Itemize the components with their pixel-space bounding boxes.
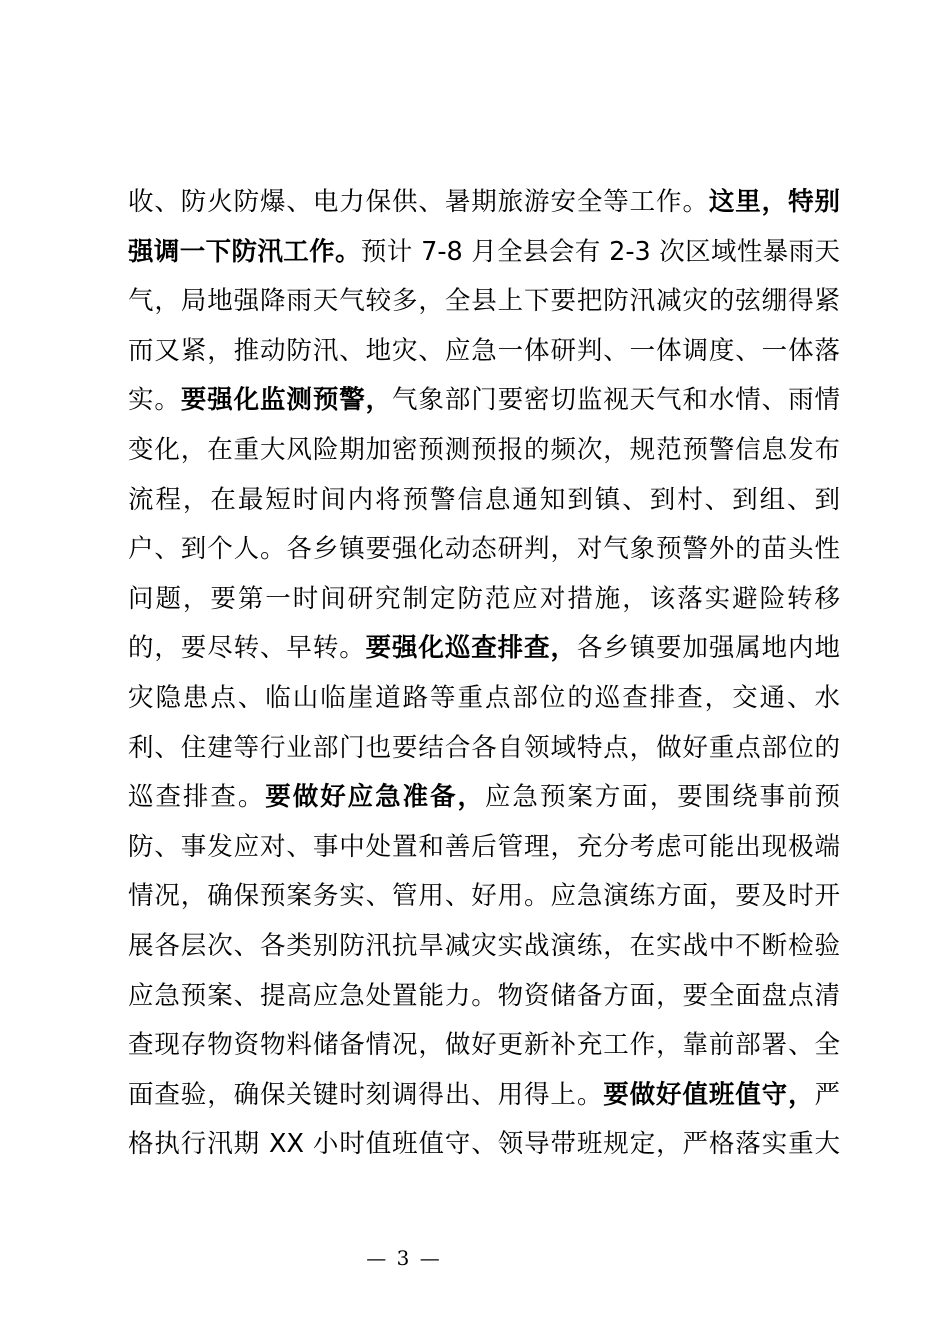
text-segment: 查现存物资物料储备情况，做好更新补充工作，靠前部署、全 <box>128 1030 840 1061</box>
bold-text: 要做好值班值守， <box>603 1079 815 1110</box>
text-line <box>128 972 840 1022</box>
text-line <box>128 525 840 575</box>
text-segment: 应急预案方面，要围绕事前预 <box>484 782 840 813</box>
text-segment: 巡查排查。 <box>128 782 266 813</box>
text-segment: 变化，在重大风险期加密预测预报的频次，规范预警信息发布 <box>128 434 840 465</box>
text-segment: 格执行汛期 XX 小时值班值守、领导带班规定，严格落实重大 <box>128 1129 840 1160</box>
text-segment: 利、住建等行业部门也要结合各自领域特点，做好重点部位的 <box>128 732 840 763</box>
text-segment: 气，局地强降雨天气较多，全县上下要把防汛减灾的弦绷得紧 <box>128 286 840 317</box>
text-segment: 的，要尽转、早转。 <box>128 633 366 664</box>
text-segment: 气象部门要密切监视天气和水情、雨情 <box>392 385 840 416</box>
text-line <box>128 773 840 823</box>
text-line <box>128 376 840 426</box>
text-line <box>128 327 840 377</box>
text-segment: 应急预案、提高应急处置能力。物资储备方面，要全面盘点清 <box>128 980 840 1011</box>
text-line <box>128 1071 840 1121</box>
bold-text: 这里，特别 <box>708 187 840 217</box>
bold-text: 要强化监测预警， <box>180 385 393 416</box>
text-segment: 严 <box>814 1079 840 1110</box>
text-line <box>128 1021 840 1071</box>
text-segment: 户、到个人。各乡镇要强化动态研判，对气象预警外的苗头性 <box>128 534 840 565</box>
text-segment: 流程，在最短时间内将预警信息通知到镇、到村、到组、到 <box>128 484 840 515</box>
body-paragraph <box>128 178 840 1170</box>
text-segment: 灾隐患点、临山临崖道路等重点部位的巡查排查，交通、水 <box>128 682 840 713</box>
text-line <box>128 426 840 476</box>
text-segment: 收、防火防爆、电力保供、暑期旅游安全等工作。 <box>128 187 709 217</box>
text-line <box>128 823 840 873</box>
text-segment: 实。 <box>128 385 181 416</box>
text-line <box>128 228 840 278</box>
text-line <box>128 872 840 922</box>
text-segment: 各乡镇要加强属地内地 <box>576 633 840 664</box>
text-line <box>128 575 840 625</box>
text-segment: 情况，确保预案务实、管用、好用。应急演练方面，要及时开 <box>128 881 840 912</box>
text-line <box>128 624 840 674</box>
text-line <box>128 724 840 774</box>
text-line <box>128 1120 840 1170</box>
text-line <box>128 476 840 526</box>
text-segment: 展各层次、各类别防汛抗旱减灾实战演练，在实战中不断检验 <box>128 930 840 961</box>
bold-text: 要强化巡查排查， <box>365 633 577 664</box>
text-line <box>128 674 840 724</box>
text-line <box>128 922 840 972</box>
bold-text: 强调一下防汛工作。 <box>128 236 361 267</box>
text-segment: 面查验，确保关键时刻调得出、用得上。 <box>128 1079 604 1110</box>
text-segment: 问题，要第一时间研究制定防范应对措施，该落实避险转移 <box>128 583 840 614</box>
text-segment: 而又紧，推动防汛、地灾、应急一体研判、一体调度、一体落 <box>128 335 840 366</box>
text-segment: 预计 7-8 月全县会有 2-3 次区域性暴雨天 <box>360 236 840 267</box>
bold-text: 要做好应急准备， <box>265 782 485 813</box>
page-number: — 3 — <box>366 1246 442 1270</box>
text-line <box>128 277 840 327</box>
text-segment: 防、事发应对、事中处置和善后管理，充分考虑可能出现极端 <box>128 831 840 862</box>
text-line <box>128 178 840 228</box>
